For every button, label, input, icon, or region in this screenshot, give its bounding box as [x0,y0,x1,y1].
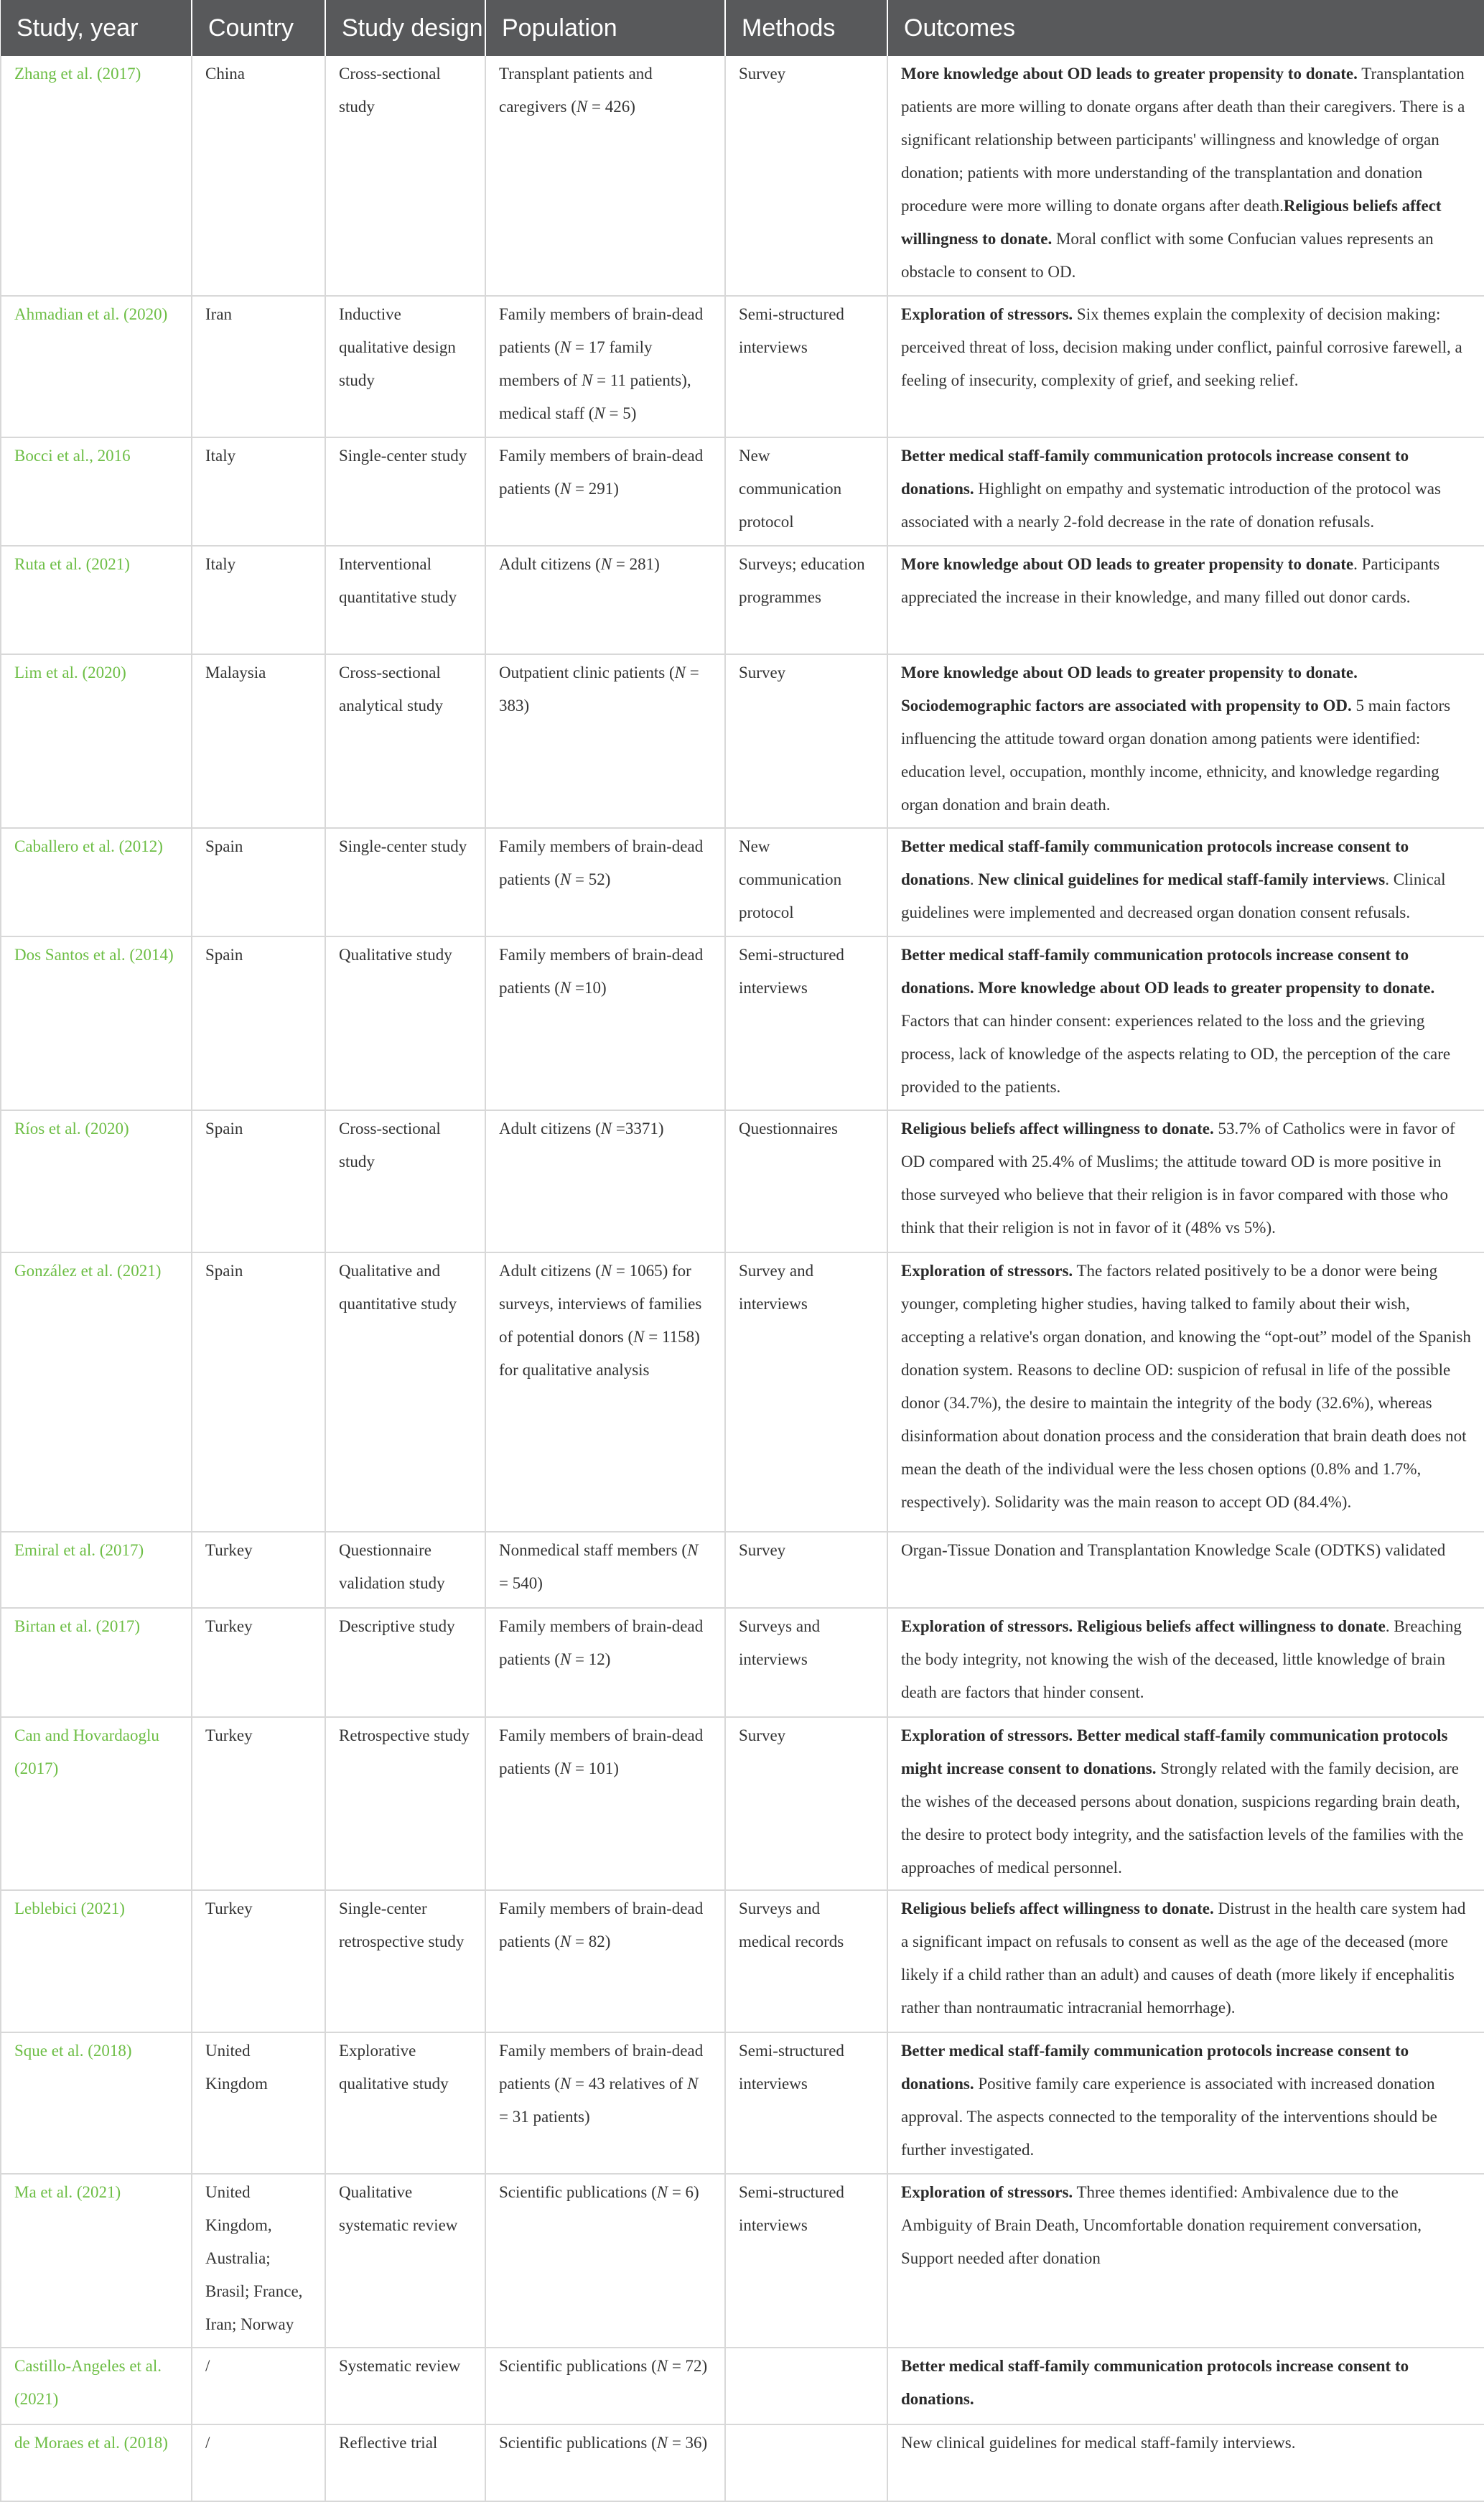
population-text: Family members of brain-dead patients ( [499,304,704,356]
outcome-highlight: Better medical staff-family communication protocols increase consent to donations. [901,2357,1409,2409]
population-cell [485,56,725,296]
table-row [1,546,1484,654]
country-cell: Italy [192,546,325,654]
outcome-highlight: Exploration of stressors. Religious beliefs affect willingness to donate [901,1617,1386,1636]
methods-cell: Semi-structured interviews [725,296,887,438]
population-text: Outpatient clinic patients ( [499,664,675,682]
population-text: N [559,1650,571,1669]
population-cell [485,2424,725,2501]
population-text: = 36) [668,2434,708,2452]
methods-cell: Surveys; education programmes [725,546,887,654]
study-link: Zhang et al. (2017) [1,56,192,296]
study-link: de Moraes et al. (2018) [1,2424,192,2501]
country-cell: Spain [192,1110,325,1252]
population-text: Scientific publications ( [499,2357,657,2376]
methods-cell: Survey [725,654,887,828]
study-link: Can and Hovardaoglu (2017) [1,1717,192,1891]
outcome-highlight: More knowledge about OD leads to greater propensity to donate [901,555,1354,574]
outcome-text: Strongly related with the family decision, are the wishes of the deceased persons about donation, suspicions regarding brain death, the desire to protect body integrity, and the satisfaction levels of the families with the approaches of medical personnel. [901,1759,1464,1876]
population-text: N [656,2434,668,2452]
header-study-design: Study design [325,0,485,56]
study-link: Ruta et al. (2021) [1,546,192,654]
outcome-highlight: Exploration of stressors. Better medical staff-family communication protocols might increase consent to donations. [901,1726,1448,1777]
study-link: Castillo-Angeles et al. (2021) [1,2348,192,2424]
table-row [1,1608,1484,1716]
study-link: Ahmadian et al. (2020) [1,296,192,438]
header-methods: Methods [725,0,887,56]
table-row [1,828,1484,936]
outcome-text: Factors that can hinder consent: experiences related to the loss and the grieving process, lack of knowledge of the aspects relating to OD, the perception of the care provided to the patients. [901,1012,1451,1097]
population-text: N [674,664,686,682]
population-cell [485,2032,725,2175]
outcome-highlight: Exploration of stressors. [901,1261,1073,1280]
population-text: N [559,979,571,997]
table-row [1,2032,1484,2175]
population-text: N [559,1933,571,1951]
methods-cell [725,2348,887,2424]
methods-cell: Semi-structured interviews [725,936,887,1110]
study-link: Birtan et al. (2017) [1,1608,192,1716]
study-design-cell: Explorative qualitative study [325,2032,485,2175]
country-cell: Turkey [192,1890,325,2032]
methods-cell: Survey [725,1717,887,1891]
population-cell [485,546,725,654]
study-link: Leblebici (2021) [1,1890,192,2032]
table-row [1,2424,1484,2501]
population-text: N [559,2074,571,2093]
outcome-highlight: Exploration of stressors. [901,304,1073,323]
outcome-text: New clinical guidelines for medical staff-family interviews. [901,2434,1296,2452]
outcome-text: The factors related positively to be a donor were being younger, completing higher studies, having talked to family about their wish, accepting a relative's organ donation, and knowing the “opt-out” model of the Spanish donation system. Reasons to decline OD: suspicion of refusal in life of the possible donor (34.7%), the desire to maintain the integrity of the body (32.6%), whereas disinformation about donation process and the consideration that brain death does not mean the death of the individual were the less chosen options (0.8% and 1.7%, respectively). Solidarity was the main reason to accept OD (84.4%). [901,1261,1471,1511]
table-row [1,2348,1484,2424]
population-cell [485,1532,725,1609]
population-text: N [576,98,588,116]
outcomes-cell [887,1890,1484,2032]
outcomes-cell [887,296,1484,438]
population-text: Family members of brain-dead patients ( [499,2041,704,2093]
study-link: Ríos et al. (2020) [1,1110,192,1252]
outcome-text: Moral conflict with some Confucian values represents an obstacle to consent to OD. [901,230,1434,281]
study-link: Lim et al. (2020) [1,654,192,828]
population-text: = 383) [499,664,699,715]
outcomes-cell [887,2032,1484,2175]
outcome-highlight: Better medical staff-family communication protocols increase consent to donations. [901,2041,1409,2093]
population-text: N [559,870,571,889]
population-text: = 426) [587,98,635,116]
study-design-cell: Single-center study [325,437,485,546]
study-design-cell: Single-center study [325,828,485,936]
population-text: = 1158) for qualitative analysis [499,1327,700,1379]
outcome-text: 53.7% of Catholics were in favor of OD compared with 25.4% of Muslims; the attitude toward OD is more positive in those surveyed who believe that their religion is in favor compared with those who think that their religion is not in favor of it (48% vs 5%). [901,1120,1455,1237]
outcome-highlight: New clinical guidelines for medical staff-family interviews [978,870,1386,889]
outcome-highlight: Better medical staff-family communication protocols increase consent to donations. More knowledge about OD leads to greater propensity to donate. [901,946,1435,997]
outcomes-cell [887,56,1484,296]
outcomes-cell [887,654,1484,828]
population-text: Adult citizens ( [499,1261,601,1280]
population-text: Family members of brain-dead patients ( [499,837,704,889]
country-cell: Italy [192,437,325,546]
country-cell: / [192,2348,325,2424]
population-text: = 82) [571,1933,611,1951]
study-link: Caballero et al. (2012) [1,828,192,936]
outcome-highlight: Religious beliefs affect willingness to donate. [901,1120,1214,1138]
outcome-highlight: More knowledge about OD leads to greater propensity to donate. [901,65,1358,83]
header-country: Country [192,0,325,56]
study-design-cell: Single-center retrospective study [325,1890,485,2032]
country-cell: / [192,2424,325,2501]
population-text: N [687,2074,699,2093]
population-cell [485,1890,725,2032]
population-text: N [559,1759,571,1777]
population-text: N [656,2183,668,2202]
population-text: N [600,1261,612,1280]
study-design-cell: Cross-sectional analytical study [325,654,485,828]
table-row [1,1890,1484,2032]
population-text: N [559,338,571,356]
country-cell: Iran [192,296,325,438]
country-cell: Spain [192,936,325,1110]
population-text: Scientific publications ( [499,2183,657,2202]
population-text: =3371) [612,1120,664,1138]
population-text: = 12) [571,1650,611,1669]
outcome-highlight: Better medical staff-family communication protocols increase consent to donations [901,837,1409,889]
population-text: = 31 patients) [499,2107,590,2126]
population-text: = 291) [571,480,619,498]
table-row [1,1532,1484,1609]
population-text: Transplant patients and caregivers ( [499,65,653,116]
outcome-text: . Participants appreciated the increase in their knowledge, and many filled out donor cards. [901,555,1440,607]
study-link: González et al. (2021) [1,1252,192,1532]
study-link: Emiral et al. (2017) [1,1532,192,1609]
population-text: Family members of brain-dead patients ( [499,447,704,498]
study-design-cell: Interventional quantitative study [325,546,485,654]
country-cell: United Kingdom, Australia; Brasil; France, Iran; Norway [192,2174,325,2348]
outcome-text: . [969,870,979,889]
outcomes-cell [887,1252,1484,1532]
population-text: = 43 relatives of [571,2074,688,2093]
country-cell: Turkey [192,1532,325,1609]
population-cell [485,828,725,936]
population-cell [485,2174,725,2348]
header-study: Study, year [1,0,192,56]
study-design-cell: Inductive qualitative design study [325,296,485,438]
outcome-highlight: Religious beliefs affect willingness to donate. [901,1899,1214,1918]
methods-cell: Semi-structured interviews [725,2174,887,2348]
population-text: N [656,2357,668,2376]
population-text: Adult citizens ( [499,555,601,574]
population-text: = 101) [571,1759,619,1777]
methods-cell: Surveys and interviews [725,1608,887,1716]
outcomes-cell [887,1110,1484,1252]
methods-cell: Semi-structured interviews [725,2032,887,2175]
methods-cell: Surveys and medical records [725,1890,887,2032]
methods-cell: New communication protocol [725,437,887,546]
population-text: Scientific publications ( [499,2434,657,2452]
outcome-text: Distrust in the health care system had a significant impact on refusals to consent as well as the age of the deceased (more likely if a child rather than an adult) and causes of death (more likely if encephalitis rather than nontraumatic intracranial hemorrhage). [901,1899,1466,2017]
outcome-highlight: Better medical staff-family communication protocols increase consent to donations. [901,447,1409,498]
methods-cell: Survey [725,1532,887,1609]
table-row [1,1252,1484,1532]
population-text: = 5) [605,404,637,422]
outcome-text: . Breaching the body integrity, not knowing the wish of the deceased, little knowledge of brain death are factors that hinder consent. [901,1617,1462,1702]
outcomes-cell [887,1532,1484,1609]
outcome-highlight: Religious beliefs affect willingness to donate. [901,197,1442,248]
methods-cell: New communication protocol [725,828,887,936]
study-design-cell: Descriptive study [325,1608,485,1716]
country-cell: Turkey [192,1717,325,1891]
population-text: = 11 patients), medical staff ( [499,371,691,422]
country-cell: Spain [192,1252,325,1532]
header-outcomes: Outcomes [887,0,1484,56]
table-header-row [1,0,1484,56]
table-row [1,2174,1484,2348]
population-text: = 540) [499,1573,543,1592]
country-cell: Turkey [192,1608,325,1716]
population-cell [485,1110,725,1252]
study-design-cell: Reflective trial [325,2424,485,2501]
outcome-text: Highlight on empathy and systematic introduction of the protocol was associated with a nearly 2-fold decrease in the rate of donation refusals. [901,480,1441,531]
outcomes-cell [887,828,1484,936]
population-text: N [633,1327,645,1346]
outcome-text: Positive family care experience is associated with increased donation approval. The aspects connected to the temporality of the interventions should be further investigated. [901,2074,1437,2159]
country-cell: China [192,56,325,296]
outcomes-cell [887,1717,1484,1891]
population-text: Family members of brain-dead patients ( [499,1899,704,1951]
outcome-highlight: More knowledge about OD leads to greater propensity to donate. Sociodemographic factors are associated with propensity to OD. [901,664,1358,715]
study-link: Ma et al. (2021) [1,2174,192,2348]
population-text: Family members of brain-dead patients ( [499,1617,704,1669]
population-text: N [600,1120,612,1138]
methods-cell [725,2424,887,2501]
table-row [1,296,1484,438]
table-row [1,1110,1484,1252]
study-link: Dos Santos et al. (2014) [1,936,192,1110]
outcomes-cell [887,546,1484,654]
study-design-cell: Qualitative systematic review [325,2174,485,2348]
population-text: = 1065) for surveys, interviews of families of potential donors ( [499,1261,702,1346]
country-cell: United Kingdom [192,2032,325,2175]
table-row [1,654,1484,828]
population-cell [485,654,725,828]
population-text: N [559,480,571,498]
population-text: Family members of brain-dead patients ( [499,946,704,997]
population-cell [485,1717,725,1891]
study-design-cell: Qualitative and quantitative study [325,1252,485,1532]
population-cell [485,1252,725,1532]
outcomes-cell [887,1608,1484,1716]
header-population: Population [485,0,725,56]
population-text: =10) [571,979,607,997]
population-cell [485,2348,725,2424]
country-cell: Malaysia [192,654,325,828]
population-cell [485,296,725,438]
table-row [1,437,1484,546]
population-text: Nonmedical staff members ( [499,1540,688,1559]
population-text: = 6) [668,2183,699,2202]
study-link: Bocci et al., 2016 [1,437,192,546]
methods-cell: Survey and interviews [725,1252,887,1532]
table-row [1,936,1484,1110]
population-text: Adult citizens ( [499,1120,601,1138]
outcome-text: Organ-Tissue Donation and Transplantation Knowledge Scale (ODTKS) validated [901,1540,1446,1559]
population-text: = 52) [571,870,611,889]
outcome-text: 5 main factors influencing the attitude toward organ donation among patients were identified: education level, occupation, monthly income, ethnicity, and knowledge regarding organ donation and brain death. [901,697,1451,814]
outcome-text: Transplantation patients are more willing to donate organs after death than their caregivers. There is a significant relationship between participants' willingness and knowledge of organ donation; patients with more understanding of the transplantation and donation procedure were more willing to donate organs after death. [901,65,1465,215]
population-text: N [687,1540,699,1559]
population-cell [485,936,725,1110]
table-row [1,56,1484,296]
study-design-cell: Systematic review [325,2348,485,2424]
population-text: = 17 family members of [499,338,653,389]
methods-cell: Survey [725,56,887,296]
population-text: N [581,371,593,389]
methods-cell: Questionnaires [725,1110,887,1252]
population-text: Family members of brain-dead patients ( [499,1726,704,1777]
study-design-cell: Qualitative study [325,936,485,1110]
outcomes-cell [887,936,1484,1110]
study-design-cell: Cross-sectional study [325,56,485,296]
outcome-highlight: Exploration of stressors. [901,2183,1073,2202]
study-design-cell: Questionnaire validation study [325,1532,485,1609]
country-cell: Spain [192,828,325,936]
population-text: = 281) [612,555,660,574]
outcome-text: Six themes explain the complexity of decision making: perceived threat of loss, decision making under conflict, painful corrosive farewell, a feeling of insecurity, complexity of grief, and seeking relief. [901,304,1462,389]
population-cell [485,437,725,546]
outcome-text: Three themes identified: Ambivalence due to the Ambiguity of Brain Death, Uncomfortable donation requirement conversation, Support needed after donation [901,2183,1422,2268]
outcomes-cell [887,2424,1484,2501]
outcomes-cell [887,437,1484,546]
study-design-cell: Retrospective study [325,1717,485,1891]
population-cell [485,1608,725,1716]
population-text: N [600,555,612,574]
outcome-text: . Clinical guidelines were implemented and decreased organ donation consent refusals. [901,870,1446,922]
population-text: = 72) [668,2357,708,2376]
study-link: Sque et al. (2018) [1,2032,192,2175]
study-design-cell: Cross-sectional study [325,1110,485,1252]
population-text: N [594,404,605,422]
outcomes-cell [887,2348,1484,2424]
table-row [1,1717,1484,1891]
outcomes-cell [887,2174,1484,2348]
